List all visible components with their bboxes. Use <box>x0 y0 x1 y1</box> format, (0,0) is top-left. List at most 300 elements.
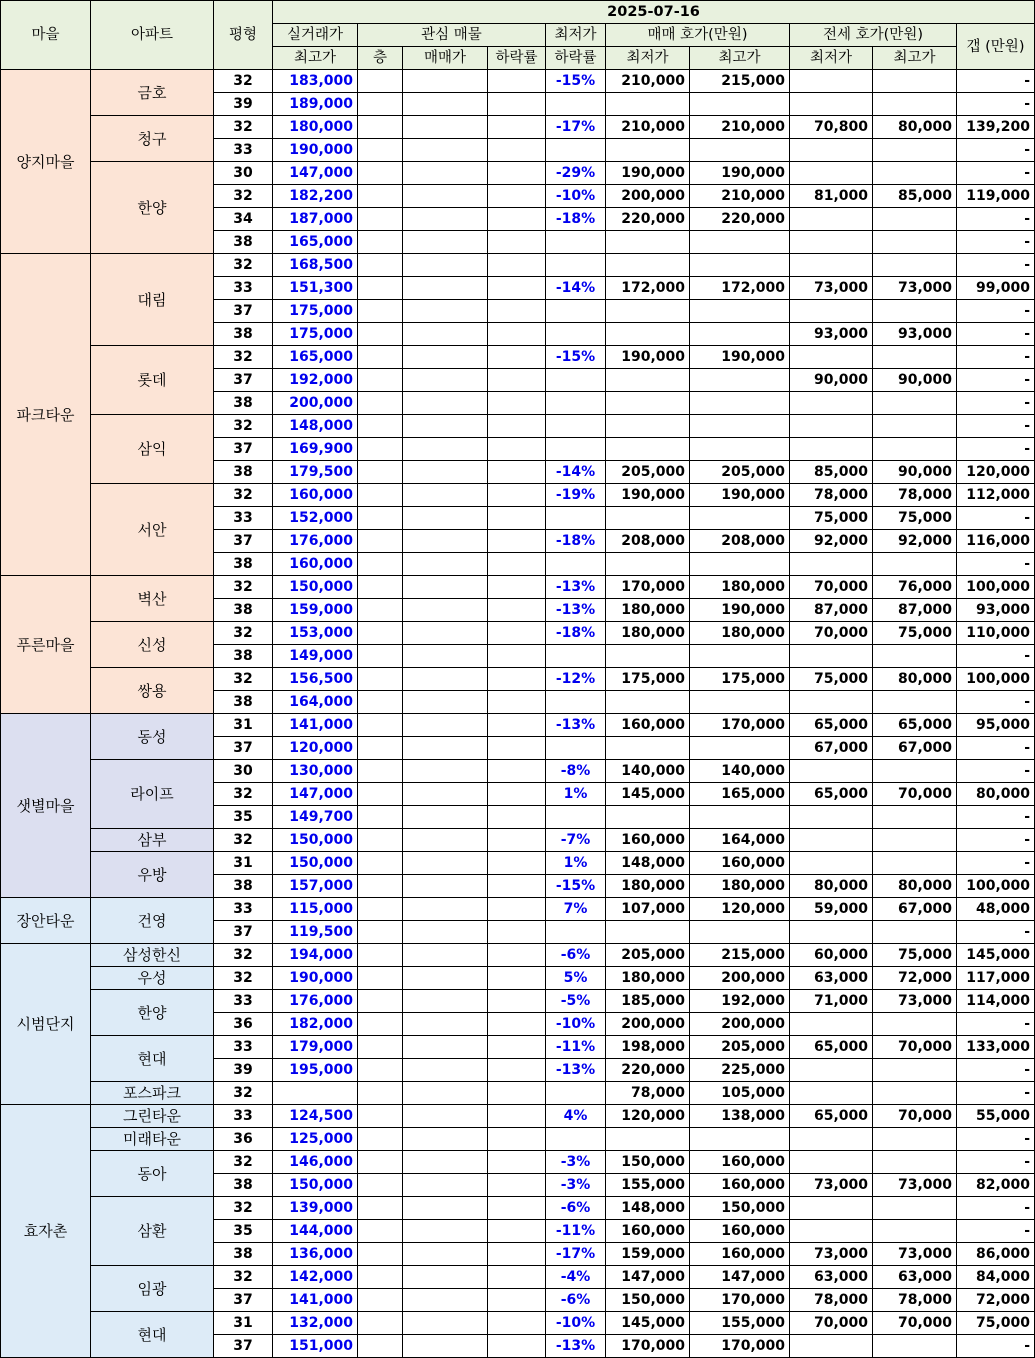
gap-cell: - <box>957 1197 1035 1220</box>
interest-price-cell <box>403 116 488 139</box>
lowest-drop-cell <box>546 737 606 760</box>
real-price-cell: 120,000 <box>273 737 358 760</box>
lowest-drop-cell <box>546 1082 606 1105</box>
interest-price-cell <box>403 1128 488 1151</box>
interest-floor-cell <box>358 1151 403 1174</box>
jeonse-max-cell <box>873 415 957 438</box>
lowest-drop-cell: -18% <box>546 530 606 553</box>
pyeong-cell: 32 <box>214 1082 273 1105</box>
lowest-drop-cell <box>546 438 606 461</box>
gap-cell: 100,000 <box>957 576 1035 599</box>
pyeong-cell: 31 <box>214 714 273 737</box>
jeonse-min-cell: 59,000 <box>790 898 873 921</box>
header-date: 2025-07-16 <box>273 1 1035 24</box>
gap-cell: - <box>957 1151 1035 1174</box>
interest-floor-cell <box>358 530 403 553</box>
gap-cell: - <box>957 369 1035 392</box>
gap-cell: - <box>957 806 1035 829</box>
jeonse-min-cell: 65,000 <box>790 1036 873 1059</box>
table-row <box>1 346 1035 369</box>
sale-max-cell: 170,000 <box>690 714 790 737</box>
jeonse-max-cell <box>873 208 957 231</box>
sale-min-cell <box>606 553 690 576</box>
lowest-drop-cell <box>546 806 606 829</box>
real-price-cell: 180,000 <box>273 116 358 139</box>
pyeong-cell: 32 <box>214 783 273 806</box>
pyeong-cell: 38 <box>214 599 273 622</box>
interest-price-cell <box>403 691 488 714</box>
interest-price-cell <box>403 1151 488 1174</box>
interest-price-cell <box>403 898 488 921</box>
sale-min-cell: 205,000 <box>606 461 690 484</box>
pyeong-cell: 32 <box>214 254 273 277</box>
jeonse-min-cell <box>790 1197 873 1220</box>
lowest-drop-cell: 4% <box>546 1105 606 1128</box>
table-row <box>1 1082 1035 1105</box>
interest-drop-cell <box>488 852 546 875</box>
jeonse-max-cell <box>873 852 957 875</box>
jeonse-max-cell <box>873 691 957 714</box>
real-price-cell: 200,000 <box>273 392 358 415</box>
interest-drop-cell <box>488 714 546 737</box>
real-price-cell: 147,000 <box>273 783 358 806</box>
sale-max-cell: 210,000 <box>690 185 790 208</box>
jeonse-max-cell: 65,000 <box>873 714 957 737</box>
pyeong-cell: 30 <box>214 162 273 185</box>
lowest-drop-cell <box>546 254 606 277</box>
interest-floor-cell <box>358 1059 403 1082</box>
gap-cell: 72,000 <box>957 1289 1035 1312</box>
sale-min-cell: 190,000 <box>606 346 690 369</box>
lowest-drop-cell: -17% <box>546 116 606 139</box>
interest-floor-cell <box>358 438 403 461</box>
sale-max-cell: 210,000 <box>690 116 790 139</box>
jeonse-max-cell: 73,000 <box>873 277 957 300</box>
real-price-cell: 148,000 <box>273 415 358 438</box>
interest-price-cell <box>403 277 488 300</box>
jeonse-min-cell <box>790 346 873 369</box>
interest-price-cell <box>403 553 488 576</box>
interest-drop-cell <box>488 1151 546 1174</box>
header-jeonse-min: 최저가 <box>790 47 873 70</box>
interest-floor-cell <box>358 1197 403 1220</box>
gap-cell: 133,000 <box>957 1036 1035 1059</box>
interest-price-cell <box>403 484 488 507</box>
jeonse-min-cell <box>790 93 873 116</box>
interest-floor-cell <box>358 139 403 162</box>
interest-price-cell <box>403 185 488 208</box>
table-row <box>1 254 1035 277</box>
sale-max-cell: 150,000 <box>690 1197 790 1220</box>
real-price-cell: 142,000 <box>273 1266 358 1289</box>
sale-max-cell: 180,000 <box>690 622 790 645</box>
jeonse-max-cell <box>873 829 957 852</box>
sale-max-cell: 215,000 <box>690 70 790 93</box>
interest-drop-cell <box>488 70 546 93</box>
sale-max-cell <box>690 737 790 760</box>
jeonse-max-cell: 70,000 <box>873 1105 957 1128</box>
pyeong-cell: 33 <box>214 139 273 162</box>
table-row <box>1 484 1035 507</box>
sale-min-cell: 185,000 <box>606 990 690 1013</box>
sale-max-cell <box>690 553 790 576</box>
interest-drop-cell <box>488 875 546 898</box>
sale-min-cell: 155,000 <box>606 1174 690 1197</box>
sale-min-cell: 150,000 <box>606 1289 690 1312</box>
interest-price-cell <box>403 1174 488 1197</box>
jeonse-min-cell: 63,000 <box>790 967 873 990</box>
pyeong-cell: 32 <box>214 622 273 645</box>
lowest-drop-cell <box>546 392 606 415</box>
interest-floor-cell <box>358 645 403 668</box>
gap-cell: 114,000 <box>957 990 1035 1013</box>
sale-min-cell: 172,000 <box>606 277 690 300</box>
jeonse-min-cell <box>790 829 873 852</box>
interest-price-cell <box>403 93 488 116</box>
header-sale-max: 최고가 <box>690 47 790 70</box>
interest-price-cell <box>403 921 488 944</box>
table-row <box>1 990 1035 1013</box>
interest-floor-cell <box>358 622 403 645</box>
sale-max-cell: 160,000 <box>690 1174 790 1197</box>
interest-floor-cell <box>358 300 403 323</box>
interest-floor-cell <box>358 1174 403 1197</box>
interest-floor-cell <box>358 691 403 714</box>
lowest-drop-cell <box>546 691 606 714</box>
apartment-name: 동성 <box>91 714 214 760</box>
gap-cell: - <box>957 691 1035 714</box>
interest-drop-cell <box>488 415 546 438</box>
lowest-drop-cell <box>546 323 606 346</box>
sale-min-cell: 145,000 <box>606 783 690 806</box>
interest-price-cell <box>403 208 488 231</box>
jeonse-min-cell: 65,000 <box>790 1105 873 1128</box>
interest-price-cell <box>403 438 488 461</box>
interest-floor-cell <box>358 760 403 783</box>
lowest-drop-cell: 7% <box>546 898 606 921</box>
real-price-cell: 150,000 <box>273 829 358 852</box>
gap-cell: - <box>957 70 1035 93</box>
lowest-drop-cell: -13% <box>546 576 606 599</box>
interest-floor-cell <box>358 1335 403 1358</box>
header-lowest-bottom: 하락률 <box>546 47 606 70</box>
jeonse-max-cell: 70,000 <box>873 1312 957 1335</box>
pyeong-cell: 33 <box>214 507 273 530</box>
interest-floor-cell <box>358 185 403 208</box>
table-row <box>1 829 1035 852</box>
jeonse-max-cell: 70,000 <box>873 783 957 806</box>
interest-drop-cell <box>488 599 546 622</box>
interest-price-cell <box>403 323 488 346</box>
interest-drop-cell <box>488 1082 546 1105</box>
sale-max-cell: 160,000 <box>690 1243 790 1266</box>
sale-min-cell <box>606 507 690 530</box>
apartment-name: 한양 <box>91 990 214 1036</box>
sale-min-cell <box>606 369 690 392</box>
jeonse-min-cell: 78,000 <box>790 1289 873 1312</box>
jeonse-min-cell: 80,000 <box>790 875 873 898</box>
table-row <box>1 70 1035 93</box>
gap-cell: - <box>957 1082 1035 1105</box>
lowest-drop-cell: -4% <box>546 1266 606 1289</box>
sale-min-cell: 170,000 <box>606 576 690 599</box>
interest-drop-cell <box>488 369 546 392</box>
real-price-cell: 146,000 <box>273 1151 358 1174</box>
interest-floor-cell <box>358 461 403 484</box>
jeonse-max-cell: 80,000 <box>873 875 957 898</box>
gap-cell: - <box>957 1220 1035 1243</box>
jeonse-min-cell <box>790 1220 873 1243</box>
lowest-drop-cell <box>546 415 606 438</box>
sale-max-cell: 147,000 <box>690 1266 790 1289</box>
sale-min-cell: 180,000 <box>606 622 690 645</box>
gap-cell: - <box>957 162 1035 185</box>
sale-max-cell: 160,000 <box>690 1220 790 1243</box>
sale-min-cell: 200,000 <box>606 1013 690 1036</box>
interest-drop-cell <box>488 898 546 921</box>
jeonse-min-cell: 75,000 <box>790 507 873 530</box>
interest-drop-cell <box>488 645 546 668</box>
gap-cell: 100,000 <box>957 875 1035 898</box>
gap-cell: - <box>957 1335 1035 1358</box>
gap-cell: - <box>957 921 1035 944</box>
interest-price-cell <box>403 1289 488 1312</box>
jeonse-max-cell <box>873 70 957 93</box>
sale-min-cell <box>606 415 690 438</box>
sale-max-cell: 155,000 <box>690 1312 790 1335</box>
interest-price-cell <box>403 1013 488 1036</box>
interest-drop-cell <box>488 346 546 369</box>
lowest-drop-cell: -19% <box>546 484 606 507</box>
lowest-drop-cell: 1% <box>546 852 606 875</box>
pyeong-cell: 38 <box>214 875 273 898</box>
lowest-drop-cell: -10% <box>546 1013 606 1036</box>
table-row <box>1 1266 1035 1289</box>
sale-min-cell: 148,000 <box>606 1197 690 1220</box>
jeonse-min-cell: 71,000 <box>790 990 873 1013</box>
interest-floor-cell <box>358 93 403 116</box>
pyeong-cell: 37 <box>214 737 273 760</box>
lowest-drop-cell: -15% <box>546 346 606 369</box>
sale-min-cell <box>606 300 690 323</box>
interest-drop-cell <box>488 1128 546 1151</box>
sale-min-cell: 175,000 <box>606 668 690 691</box>
interest-floor-cell <box>358 277 403 300</box>
interest-floor-cell <box>358 1036 403 1059</box>
gap-cell: - <box>957 254 1035 277</box>
lowest-drop-cell: -17% <box>546 1243 606 1266</box>
real-price-cell: 144,000 <box>273 1220 358 1243</box>
sale-max-cell: 205,000 <box>690 461 790 484</box>
lowest-drop-cell: -6% <box>546 944 606 967</box>
jeonse-min-cell <box>790 300 873 323</box>
interest-drop-cell <box>488 1059 546 1082</box>
sale-min-cell: 160,000 <box>606 829 690 852</box>
lowest-drop-cell: -15% <box>546 70 606 93</box>
sale-min-cell: 160,000 <box>606 714 690 737</box>
jeonse-max-cell <box>873 645 957 668</box>
sale-min-cell: 78,000 <box>606 1082 690 1105</box>
apartment-name: 그린타운 <box>91 1105 214 1128</box>
real-price-cell: 160,000 <box>273 484 358 507</box>
jeonse-min-cell <box>790 806 873 829</box>
interest-floor-cell <box>358 1105 403 1128</box>
jeonse-min-cell: 70,000 <box>790 622 873 645</box>
gap-cell: - <box>957 93 1035 116</box>
jeonse-min-cell: 67,000 <box>790 737 873 760</box>
jeonse-min-cell <box>790 921 873 944</box>
jeonse-max-cell <box>873 93 957 116</box>
jeonse-max-cell: 72,000 <box>873 967 957 990</box>
jeonse-max-cell: 78,000 <box>873 484 957 507</box>
header-apartment: 아파트 <box>91 1 214 70</box>
apartment-name: 삼환 <box>91 1197 214 1266</box>
interest-price-cell <box>403 875 488 898</box>
lowest-drop-cell: -6% <box>546 1289 606 1312</box>
sale-min-cell <box>606 254 690 277</box>
jeonse-min-cell <box>790 1151 873 1174</box>
interest-floor-cell <box>358 852 403 875</box>
real-price-cell: 141,000 <box>273 1289 358 1312</box>
apartment-name: 롯데 <box>91 346 214 415</box>
real-price-cell: 179,000 <box>273 1036 358 1059</box>
apartment-name: 우방 <box>91 852 214 898</box>
real-price-cell: 150,000 <box>273 1174 358 1197</box>
gap-cell: 99,000 <box>957 277 1035 300</box>
pyeong-cell: 32 <box>214 1197 273 1220</box>
table-row <box>1 415 1035 438</box>
interest-price-cell <box>403 967 488 990</box>
jeonse-max-cell: 78,000 <box>873 1289 957 1312</box>
interest-price-cell <box>403 599 488 622</box>
interest-drop-cell <box>488 162 546 185</box>
jeonse-max-cell <box>873 438 957 461</box>
interest-price-cell <box>403 1197 488 1220</box>
lowest-drop-cell: 5% <box>546 967 606 990</box>
jeonse-max-cell <box>873 346 957 369</box>
table-row <box>1 576 1035 599</box>
jeonse-min-cell <box>790 852 873 875</box>
interest-drop-cell <box>488 208 546 231</box>
interest-price-cell <box>403 1335 488 1358</box>
apartment-name: 신성 <box>91 622 214 668</box>
gap-cell: - <box>957 1013 1035 1036</box>
real-price-cell: 190,000 <box>273 139 358 162</box>
interest-drop-cell <box>488 1266 546 1289</box>
jeonse-max-cell <box>873 1197 957 1220</box>
interest-drop-cell <box>488 530 546 553</box>
sale-max-cell: 175,000 <box>690 668 790 691</box>
real-price-cell: 150,000 <box>273 576 358 599</box>
village-name: 장안타운 <box>1 898 91 944</box>
jeonse-min-cell: 85,000 <box>790 461 873 484</box>
sale-max-cell: 170,000 <box>690 1335 790 1358</box>
interest-floor-cell <box>358 116 403 139</box>
sale-min-cell <box>606 93 690 116</box>
lowest-drop-cell: -11% <box>546 1036 606 1059</box>
jeonse-min-cell: 93,000 <box>790 323 873 346</box>
jeonse-min-cell <box>790 1013 873 1036</box>
lowest-drop-cell: -12% <box>546 668 606 691</box>
header-sale-quote: 매매 호가(만원) <box>606 24 790 47</box>
real-price-cell: 115,000 <box>273 898 358 921</box>
jeonse-min-cell <box>790 208 873 231</box>
interest-price-cell <box>403 231 488 254</box>
interest-price-cell <box>403 737 488 760</box>
sale-max-cell: 120,000 <box>690 898 790 921</box>
jeonse-min-cell <box>790 553 873 576</box>
table-row <box>1 898 1035 921</box>
header-interest-price: 매매가 <box>403 47 488 70</box>
interest-drop-cell <box>488 1312 546 1335</box>
pyeong-cell: 32 <box>214 185 273 208</box>
header-gap: 갭 (만원) <box>957 24 1035 70</box>
jeonse-max-cell: 63,000 <box>873 1266 957 1289</box>
real-price-cell <box>273 1082 358 1105</box>
village-name: 효자촌 <box>1 1105 91 1358</box>
jeonse-min-cell <box>790 139 873 162</box>
sale-max-cell: 160,000 <box>690 852 790 875</box>
table-row <box>1 1128 1035 1151</box>
sale-max-cell: 138,000 <box>690 1105 790 1128</box>
apartment-name: 동아 <box>91 1151 214 1197</box>
jeonse-min-cell <box>790 392 873 415</box>
jeonse-min-cell: 87,000 <box>790 599 873 622</box>
sale-max-cell <box>690 139 790 162</box>
interest-price-cell <box>403 783 488 806</box>
sale-min-cell: 200,000 <box>606 185 690 208</box>
header-pyeong: 평형 <box>214 1 273 70</box>
lowest-drop-cell <box>546 139 606 162</box>
real-price-cell: 152,000 <box>273 507 358 530</box>
lowest-drop-cell <box>546 1128 606 1151</box>
pyeong-cell: 38 <box>214 323 273 346</box>
lowest-drop-cell: -14% <box>546 277 606 300</box>
interest-drop-cell <box>488 185 546 208</box>
pyeong-cell: 36 <box>214 1128 273 1151</box>
pyeong-cell: 36 <box>214 1013 273 1036</box>
lowest-drop-cell <box>546 300 606 323</box>
real-price-cell: 164,000 <box>273 691 358 714</box>
pyeong-cell: 33 <box>214 898 273 921</box>
table-row <box>1 1312 1035 1335</box>
real-price-cell: 119,500 <box>273 921 358 944</box>
gap-cell: 82,000 <box>957 1174 1035 1197</box>
jeonse-max-cell: 90,000 <box>873 461 957 484</box>
interest-price-cell <box>403 829 488 852</box>
gap-cell: 86,000 <box>957 1243 1035 1266</box>
sale-max-cell: 164,000 <box>690 829 790 852</box>
interest-floor-cell <box>358 668 403 691</box>
apartment-name: 한양 <box>91 162 214 254</box>
jeonse-min-cell <box>790 760 873 783</box>
pyeong-cell: 30 <box>214 760 273 783</box>
jeonse-max-cell: 76,000 <box>873 576 957 599</box>
jeonse-max-cell: 70,000 <box>873 1036 957 1059</box>
real-price-cell: 169,900 <box>273 438 358 461</box>
interest-drop-cell <box>488 1105 546 1128</box>
lowest-drop-cell: -10% <box>546 1312 606 1335</box>
gap-cell: 120,000 <box>957 461 1035 484</box>
jeonse-max-cell: 80,000 <box>873 116 957 139</box>
interest-floor-cell <box>358 990 403 1013</box>
pyeong-cell: 31 <box>214 852 273 875</box>
real-price-cell: 176,000 <box>273 990 358 1013</box>
jeonse-max-cell: 80,000 <box>873 668 957 691</box>
pyeong-cell: 32 <box>214 415 273 438</box>
interest-floor-cell <box>358 1013 403 1036</box>
gap-cell: 100,000 <box>957 668 1035 691</box>
